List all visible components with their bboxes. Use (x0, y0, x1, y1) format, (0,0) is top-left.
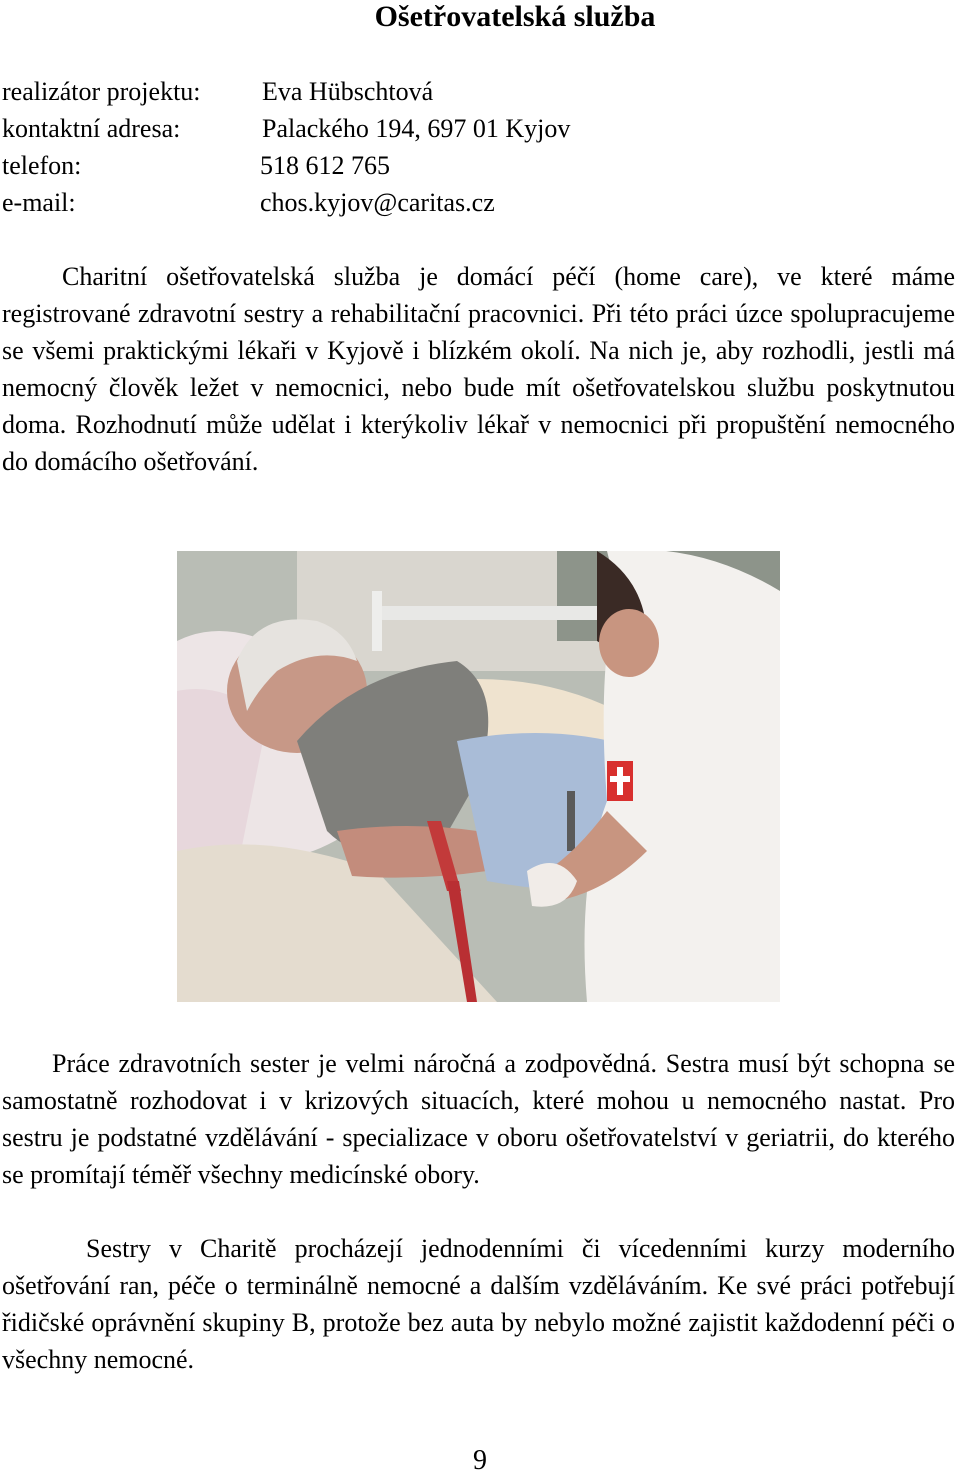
intro-paragraph: Charitní ošetřovatelská služba je domácí péčí (home care), ve které máme registrované zdravotní sestry a rehabilitační pracovnici. Při této práci úzce spolupracujeme se všemi praktickými lékaři v Kyjově i blízkém okolí. Na nich je, aby rozhodli, jestli má nemocný člověk ležet v nemocnici, nebo bude mít ošetřovatelskou službu poskytnutou doma. Rozhodnutí může udělat i kterýkoliv lékař v nemocnici při propuštění nemocného do domácího ošetřování. (2, 262, 955, 476)
contact-label: kontaktní adresa: (2, 114, 181, 143)
training-paragraph: Sestry v Charitě procházejí jednodenními či vícedenními kurzy moderního ošetřování ran, péče o terminálně nemocné a dalším vzděláváním. Ke své práci potřebují řidičské oprávnění skupiny B, protože bez auta by nebylo možné zajistit každodenní péči o všechny nemocné. (2, 1234, 955, 1374)
nurse-photo (177, 551, 780, 1002)
contact-value: Palackého 194, 697 01 Kyjov (262, 114, 571, 143)
work-paragraph: Práce zdravotních sester je velmi náročná a zodpovědná. Sestra musí být schopna se samostatně rozhodovat i v krizových situacích, které mohou u nemocného nastat. Pro sestru je podstatné vzdělávání - specializace v oboru ošetřovatelství v geriatrii, do kterého se promítají téměř všechny medicínské obory. (2, 1049, 955, 1189)
nurse-care-illustration (177, 551, 780, 1002)
page-title: Ošetřovatelská služba (374, 0, 656, 33)
contact-label: e-mail: (2, 188, 76, 217)
contact-value: Eva Hübschtová (262, 77, 434, 106)
contact-label: telefon: (2, 151, 82, 180)
contact-value: 518 612 765 (260, 151, 390, 180)
page-number: 9 (473, 1445, 487, 1476)
contact-value: chos.kyjov@caritas.cz (260, 188, 495, 217)
contact-label: realizátor projektu: (2, 77, 201, 106)
